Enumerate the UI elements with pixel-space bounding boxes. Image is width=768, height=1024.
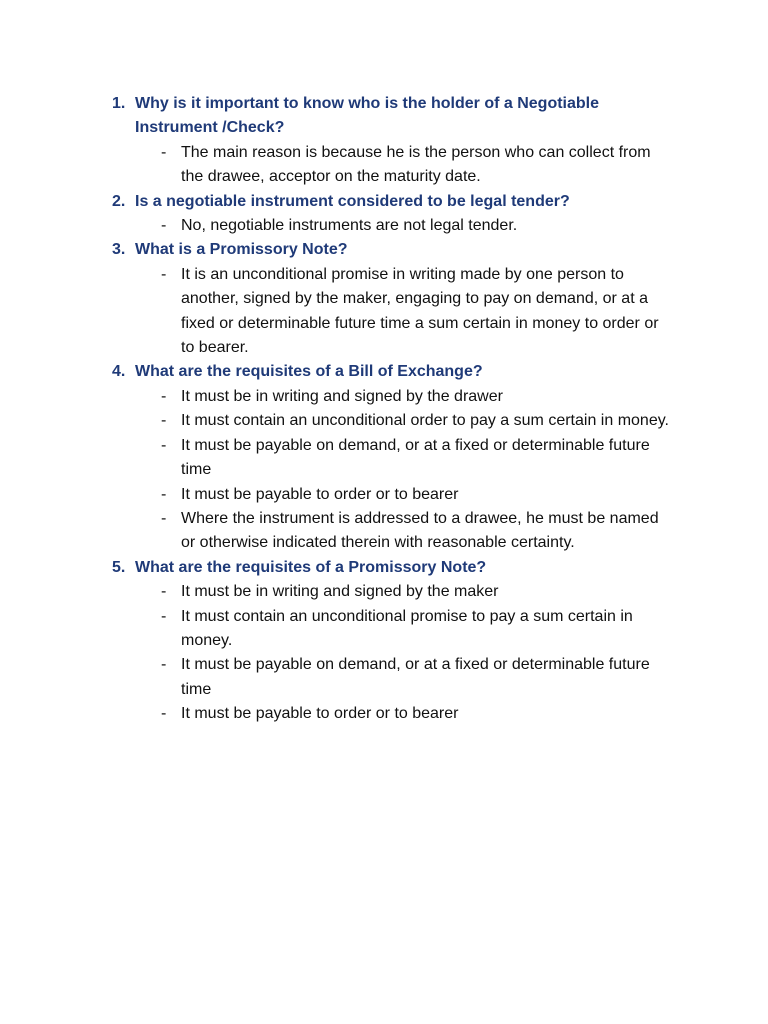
question-number: 2. [112,192,126,210]
question-number: 4. [112,363,126,381]
answer-text: Where the instrument is addressed to a drawee, he must be named or otherwise indicated therein with reasonable certainty. [181,509,659,552]
dash-bullet: - [161,509,167,527]
answer-list [135,580,712,726]
answer-list [135,263,712,361]
dash-bullet: - [161,217,167,235]
answer-item [135,507,712,556]
answer-item [135,141,712,190]
answer-item [135,263,712,361]
question-number: 1. [112,95,126,112]
answer-list [135,141,712,190]
answer-text: It must contain an unconditional order to pay a sum certain in money. [181,412,669,430]
dash-bullet: - [161,607,167,625]
question-text: What are the requisites of a Bill of Exchange? [135,363,483,381]
answer-text: It must contain an unconditional promise to pay a sum certain in money. [181,607,633,649]
dash-bullet: - [161,265,167,283]
answer-text: It must be in writing and signed by the maker [181,583,499,601]
question-text: Is a negotiable instrument considered to be legal tender? [135,192,570,210]
dash-bullet: - [161,705,167,723]
dash-bullet: - [161,656,167,674]
answer-item [135,409,712,433]
question-list [112,92,712,727]
question-text: What is a Promissory Note? [135,241,348,259]
dash-bullet: - [161,412,167,430]
answer-item [135,702,712,726]
answer-item [135,483,712,507]
answer-item [135,580,712,604]
question-number: 5. [112,558,126,576]
question-text: What are the requisites of a Promissory Note? [135,558,487,576]
dash-bullet: - [161,583,167,601]
answer-item [135,605,712,654]
answer-item [135,214,712,238]
answer-list [135,214,712,238]
question-text: Why is it important to know who is the holder of a Negotiable Instrument /Check? [135,95,600,137]
answer-item [135,385,712,409]
answer-item [135,653,712,702]
answer-text: It must be payable to order or to bearer [181,485,459,503]
question-item-4 [112,360,712,555]
dash-bullet: - [161,387,167,405]
dash-bullet: - [161,436,167,454]
question-item-1 [112,92,712,190]
question-number: 3. [112,241,126,259]
answer-list [135,385,712,556]
question-item-3 [112,238,712,360]
dash-bullet: - [161,485,167,503]
dash-bullet: - [161,143,167,161]
answer-text: It must be in writing and signed by the drawer [181,387,503,405]
answer-text: It must be payable on demand, or at a fixed or determinable future time [181,436,650,479]
answer-text: The main reason is because he is the person who can collect from the drawee, acceptor on the maturity date. [181,143,651,186]
answer-text: It is an unconditional promise in writing made by one person to another, signed by the maker, engaging to pay on demand, or at a fixed or determinable future time a sum certain in money to order or to bearer. [181,265,659,357]
question-item-5 [112,556,712,727]
question-item-2 [112,190,712,239]
answer-text: It must be payable to order or to bearer [181,705,459,723]
answer-text: It must be payable on demand, or at a fixed or determinable future time [181,656,650,698]
answer-item [135,434,712,483]
answer-text: No, negotiable instruments are not legal tender. [181,217,518,235]
